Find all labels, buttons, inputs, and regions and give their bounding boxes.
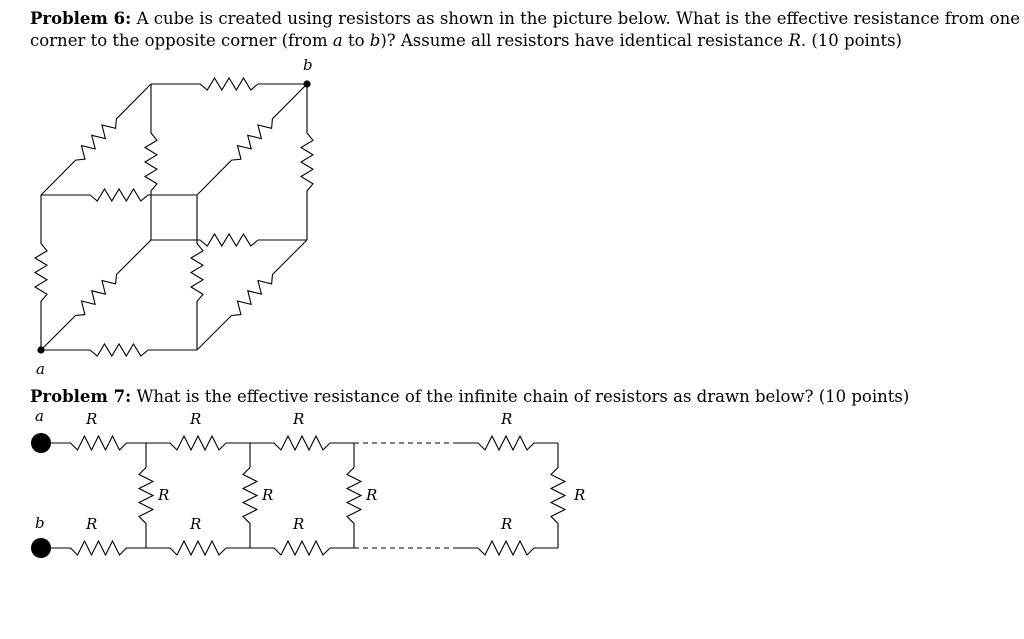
r-label-top-4: R xyxy=(501,410,513,428)
resistor-middle-back xyxy=(151,234,307,246)
terminal-a-label: a xyxy=(35,407,44,425)
r-label-top-1: R xyxy=(86,410,98,428)
chain-rung-resistor-4 xyxy=(551,443,565,548)
r-label-top-2: R xyxy=(190,410,202,428)
terminal-a-dot xyxy=(31,433,51,453)
chain-circuit xyxy=(51,436,565,555)
resistor-center-vertical xyxy=(191,195,203,350)
chain-resistor-bottom-1 xyxy=(51,541,146,555)
chain-resistor-top-2 xyxy=(146,436,250,450)
problem6-text1: A cube is created using resistors as shown in the picture below. What is the effective resistance from one xyxy=(136,9,1021,28)
chain-rung-resistor-3 xyxy=(347,443,361,548)
resistor-back-vertical xyxy=(145,84,157,240)
r-label-rung-2: R xyxy=(262,486,274,504)
resistor-top-left-diagonal xyxy=(41,84,151,195)
resistor-right-vertical xyxy=(301,84,313,240)
chain-rung-resistor-2 xyxy=(243,443,257,548)
r-label-top-3: R xyxy=(293,410,305,428)
resistor-bottom-diagonal xyxy=(41,240,151,350)
r-label-rung-1: R xyxy=(158,486,170,504)
node-b-label: b xyxy=(303,56,313,74)
chain-rung-resistor-1 xyxy=(139,443,153,548)
problem6-text2d: . (10 points) xyxy=(800,31,902,50)
resistor-top-front xyxy=(41,189,197,201)
problem6-label: Problem 6: xyxy=(30,9,132,28)
resistor-bottom-front xyxy=(41,344,197,356)
problem7-text: What is the effective resistance of the infinite chain of resistors as drawn below? (10 points) xyxy=(136,387,910,406)
problem6-text2a: corner to the opposite corner (from xyxy=(30,31,333,50)
r-label-bottom-3: R xyxy=(293,515,305,533)
terminal-b-dot xyxy=(31,538,51,558)
chain-resistor-bottom-2 xyxy=(146,541,250,555)
node-a-dot xyxy=(37,346,44,353)
node-b-dot xyxy=(303,80,310,87)
resistor-left-vertical xyxy=(35,195,47,350)
r-label-bottom-4: R xyxy=(501,515,513,533)
chain-resistor-top-3 xyxy=(250,436,354,450)
terminal-b-label: b xyxy=(35,514,45,532)
r-label-rung-3: R xyxy=(366,486,378,504)
problem6-var-b: b xyxy=(369,31,381,50)
cube-circuit xyxy=(35,78,313,356)
r-label-rung-4: R xyxy=(574,486,586,504)
resistor-top-right-diagonal xyxy=(197,84,307,195)
problem6-text2c: )? Assume all resistors have identical resistance xyxy=(380,31,789,50)
resistor-bottom-right-diagonal xyxy=(197,240,307,350)
problem6-var-r: R xyxy=(788,31,801,50)
chain-resistor-top-1 xyxy=(51,436,146,450)
problem6-var-a: a xyxy=(332,31,343,50)
r-label-bottom-1: R xyxy=(86,515,98,533)
problem7-label: Problem 7: xyxy=(30,387,132,406)
r-label-bottom-2: R xyxy=(190,515,202,533)
chain-resistor-top-4 xyxy=(454,436,558,450)
chain-resistor-bottom-3 xyxy=(250,541,354,555)
resistor-top-back xyxy=(151,78,307,90)
problem6-text2b: to xyxy=(342,31,370,50)
chain-resistor-bottom-4 xyxy=(454,541,558,555)
node-a-label: a xyxy=(36,360,45,378)
